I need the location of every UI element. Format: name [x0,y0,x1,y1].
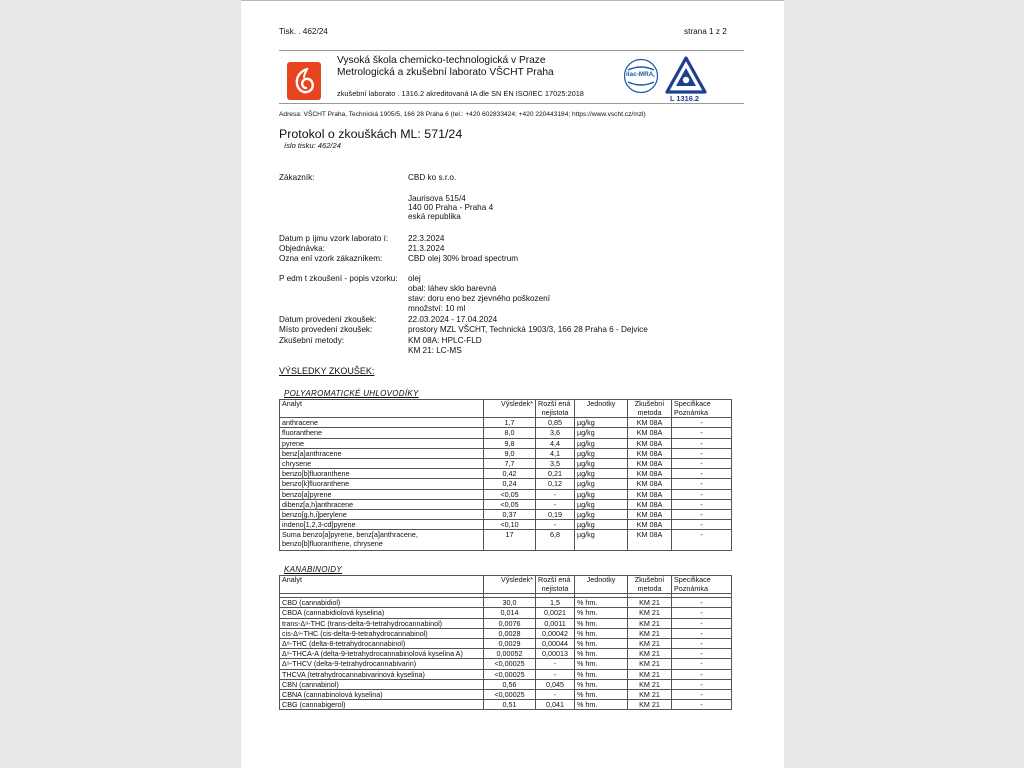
table-row [280,598,732,608]
uncertainty-cell: 3,5 [536,458,575,468]
uncertainty-cell: 0,0021 [536,608,575,618]
spec-cell: - [672,499,732,509]
customer-street: Jaurisova 515/4 [408,194,466,203]
uncertainty-cell: 0,85 [536,418,575,428]
units-cell: % hm. [575,659,628,669]
uncertainty-cell: 0,045 [536,679,575,689]
table-row [280,438,732,448]
uncertainty-cell: 0,21 [536,469,575,479]
units-cell: µg/kg [575,428,628,438]
result-cell: 8,0 [484,428,536,438]
analyte-cell: benz[a]anthracene [280,448,484,458]
analyte-cell: benzo[k]fluoranthene [280,479,484,489]
table-row [280,649,732,659]
units-cell: % hm. [575,689,628,699]
spec-label-2: Poznámka [674,407,708,417]
units-cell: % hm. [575,700,628,710]
units-cell: µg/kg [575,418,628,428]
result-cell: <0,00025 [484,689,536,699]
col-header-analyte: Analyt [280,576,484,594]
method-cell: KM 21 [628,608,672,618]
field-value: 21.3.2024 [408,244,445,253]
spec-cell: - [672,509,732,519]
units-cell: % hm. [575,628,628,638]
col-header-spec [672,576,732,594]
method-cell: KM 21 [628,679,672,689]
method-cell: KM 08A [628,428,672,438]
table-row [280,628,732,638]
result-cell: 30,0 [484,598,536,608]
print-number: Tisk. . 462/24 [279,27,328,36]
method-cell: KM 08A [628,509,672,519]
cannabinoid-section-title: KANABINOIDY [284,565,342,574]
analyte-cell: CBDA (cannabidiolová kyselina) [280,608,484,618]
units-cell: µg/kg [575,520,628,530]
spec-label-1: Specifikace [674,399,711,408]
result-cell: 0,014 [484,608,536,618]
spec-cell: - [672,458,732,468]
uncertainty-cell: 0,041 [536,700,575,710]
method-cell: KM 08A [628,479,672,489]
spec-cell: - [672,520,732,530]
result-cell: 0,00052 [484,649,536,659]
method-label-2: metoda [637,407,662,417]
spec-cell: - [672,598,732,608]
analyte-cell: Δ⁹-THCV (delta-9-tetrahydrocannabivarin) [280,659,484,669]
pah-table-body [280,418,732,551]
customer-city: 140 00 Praha - Praha 4 [408,203,494,212]
analyte-cell: benzo[g,h,i]perylene [280,509,484,519]
spec-cell: - [672,608,732,618]
units-cell: µg/kg [575,479,628,489]
table-row [280,520,732,530]
ilac-mra-logo-icon [623,58,659,94]
units-cell: µg/kg [575,530,628,551]
table-row [280,659,732,669]
table-row [280,638,732,648]
result-cell: 0,0029 [484,638,536,648]
document-page [241,0,784,768]
method-cell: KM 08A [628,448,672,458]
subject-label: P edm t zkoušení - popis vzorku: [279,274,398,283]
spec-cell: - [672,679,732,689]
table-row [280,418,732,428]
uncertainty-cell: - [536,659,575,669]
result-cell: <0,05 [484,499,536,509]
method-cell: KM 21 [628,598,672,608]
units-cell: % hm. [575,649,628,659]
result-cell: 1,7 [484,418,536,428]
uncertainty-label-1: Rozší ená [538,575,571,584]
method-cell: KM 08A [628,469,672,479]
spec-cell: - [672,669,732,679]
units-cell: µg/kg [575,458,628,468]
results-heading: VÝSLEDKY ZKOUŠEK: [279,366,375,376]
field-label: Objednávka: [279,244,325,253]
method-cell: KM 08A [628,499,672,509]
units-cell: % hm. [575,598,628,608]
col-header-uncertainty [536,400,575,418]
vscht-logo-icon [287,62,321,100]
spec-cell: - [672,428,732,438]
method-cell: KM 21 [628,669,672,679]
uncertainty-cell: - [536,669,575,679]
analyte-cell: indeno[1,2,3-cd]pyrene [280,520,484,530]
method-label-2: metoda [637,583,662,593]
col-header-result: Výsledek* [484,576,536,594]
spec-cell: - [672,438,732,448]
lab-address: Adresa: VŠCHT Praha, Technická 1905/5, 166 28 Praha 6 (tel.: +420 602833424; +420 220443184; https://www.vscht.cz/mzl) [279,111,646,118]
field-value: prostory MZL VŠCHT, Technická 1903/3, 166 28 Praha 6 - Dejvice [408,325,648,334]
accreditation-text: zkušební laborato . 1316.2 akreditovaná IA dle SN EN ISO/IEC 17025:2018 [337,89,584,98]
field-label: Datum provedení zkoušek: [279,315,377,324]
ilac-label: ilac-MRA [626,71,654,78]
uncertainty-cell: 0,00042 [536,628,575,638]
field-value: CBD olej 30% broad spectrum [408,254,519,263]
spec-cell: - [672,638,732,648]
method-cell: KM 08A [628,458,672,468]
analyte-cell: fluoranthene [280,428,484,438]
spec-cell: - [672,700,732,710]
method-cell: KM 21 [628,638,672,648]
col-header-method [628,576,672,594]
uncertainty-cell: 0,00044 [536,638,575,648]
result-cell: <0,05 [484,489,536,499]
header-rule-top [279,50,744,51]
sum-label-line-1: Suma benzo[a]pyrene, benz[a]anthracene, [282,530,418,540]
table-row [280,689,732,699]
analyte-cell: pyrene [280,438,484,448]
result-cell: <0,00025 [484,669,536,679]
table-row [280,499,732,509]
method-cell: KM 21 [628,628,672,638]
col-header-method [628,400,672,418]
spec-label-1: Specifikace [674,575,711,584]
result-cell: 9,0 [484,448,536,458]
col-header-spec [672,400,732,418]
print-number-subtitle: íslo tisku: 462/24 [284,141,341,150]
field-value: 22.3.2024 [408,234,445,243]
table-row [280,479,732,489]
spec-cell: - [672,530,732,551]
method-cell: KM 21 [628,689,672,699]
analyte-cell: chrysene [280,458,484,468]
uncertainty-cell: 1,5 [536,598,575,608]
analyte-cell: CBN (cannabinol) [280,679,484,689]
result-cell: 9,8 [484,438,536,448]
units-cell: µg/kg [575,509,628,519]
uncertainty-label-2: nejistota [541,583,569,593]
analyte-cell: CBD (cannabidiol) [280,598,484,608]
table-row [280,669,732,679]
uncertainty-cell: 4,1 [536,448,575,458]
spec-cell: - [672,418,732,428]
method-cell: KM 21 [628,659,672,669]
result-cell: 0,56 [484,679,536,689]
col-header-uncertainty [536,576,575,594]
method-label-1: Zkušební [634,575,665,584]
method-cell: KM 08A [628,530,672,551]
result-cell: 0,0028 [484,628,536,638]
table-row [280,700,732,710]
subject-line: stav: doru eno bez zjevného poškození [408,294,551,303]
cai-label: L 1316.2 [670,94,700,103]
uncertainty-cell: - [536,489,575,499]
result-cell: 7,7 [484,458,536,468]
analyte-cell: Δ⁹-THCA-A (delta-9-tetrahydrocannabinolová kyselina A) [280,649,484,659]
units-cell: % hm. [575,679,628,689]
result-cell: <0,10 [484,520,536,530]
sum-label-line-2: benzo[b]fluoranthene, chrysene [282,539,383,549]
table-row [280,679,732,689]
col-header-analyte: Analyt [280,400,484,418]
method-cell: KM 08A [628,489,672,499]
table-row [280,428,732,438]
uncertainty-cell: - [536,499,575,509]
method-cell: KM 08A [628,418,672,428]
analyte-cell: CBNA (cannabinolová kyselina) [280,689,484,699]
uncertainty-cell: 3,6 [536,428,575,438]
subject-line: olej [408,274,421,283]
col-header-result: Výsledek* [484,400,536,418]
customer-country: eská republika [408,212,461,221]
subject-line: množství: 10 ml [408,304,466,313]
method-cell: KM 08A [628,438,672,448]
subject-line: obal: láhev sklo barevná [408,284,497,293]
uncertainty-label-2: nejistota [541,407,569,417]
result-cell: 0,24 [484,479,536,489]
method-cell: KM 21 [628,618,672,628]
field-label: Datum p íjmu vzork laborato í: [279,234,389,243]
table-header-row [280,576,732,594]
field-label: Zkušební metody: [279,336,345,345]
table-row [280,489,732,499]
result-cell: <0,00025 [484,659,536,669]
page-top-border [241,0,784,1]
pah-results-table [279,399,732,551]
result-cell: 0,42 [484,469,536,479]
spec-cell: - [672,489,732,499]
units-cell: µg/kg [575,499,628,509]
laboratory-name: Metrologická a zkušební laborato VŠCHT Praha [337,67,554,78]
uncertainty-cell: 0,0011 [536,618,575,628]
units-cell: µg/kg [575,448,628,458]
units-cell: µg/kg [575,469,628,479]
method-cell: KM 21 [628,700,672,710]
uncertainty-cell: 0,19 [536,509,575,519]
table-row [280,469,732,479]
units-cell: % hm. [575,608,628,618]
table-header-row [280,400,732,418]
method-cell: KM 08A [628,520,672,530]
analyte-cell: CBG (cannabigerol) [280,700,484,710]
method-label-1: Zkušební [634,399,665,408]
result-cell: 0,0076 [484,618,536,628]
customer-label: Zákazník: [279,173,315,182]
units-cell: µg/kg [575,489,628,499]
col-header-units: Jednotky [575,576,628,594]
uncertainty-cell: - [536,520,575,530]
result-cell: 0,37 [484,509,536,519]
header-rule-bottom [279,103,744,104]
analyte-cell: anthracene [280,418,484,428]
analyte-cell: cis-Δ⁹-THC (cis-delta-9-tetrahydrocannabinol) [280,628,484,638]
table-row [280,448,732,458]
customer-name: CBD ko s.r.o. [408,173,457,182]
institution-name: Vysoká škola chemicko-technologická v Praze [337,55,546,66]
analyte-cell: Δ⁸-THC (delta-8-tetrahydrocannabinol) [280,638,484,648]
uncertainty-cell: 0,12 [536,479,575,489]
spec-cell: - [672,448,732,458]
units-cell: % hm. [575,669,628,679]
pah-section-title: POLYAROMATICKÉ UHLOVODÍKY [284,389,419,398]
spec-cell: - [672,479,732,489]
spec-cell: - [672,469,732,479]
result-cell: 0,51 [484,700,536,710]
method-cell: KM 21 [628,649,672,659]
page-counter: strana 1 z 2 [684,27,727,36]
table-row [280,458,732,468]
analyte-cell: benzo[a]pyrene [280,489,484,499]
analyte-cell: THCVA (tetrahydrocannabivarinová kyselina) [280,669,484,679]
analyte-cell: trans-Δ⁹-THC (trans-delta-9-tetrahydrocannabinol) [280,618,484,628]
uncertainty-cell: 4,4 [536,438,575,448]
sum-analyte-cell [280,530,484,551]
table-row [280,608,732,618]
uncertainty-cell: 0,00013 [536,649,575,659]
field-value: KM 08A: HPLC-FLD [408,336,482,345]
col-header-units: Jednotky [575,400,628,418]
cannabinoid-results-table [279,575,732,710]
sum-row [280,530,732,551]
spec-cell: - [672,659,732,669]
field-label: Ozna ení vzork zákazníkem: [279,254,383,263]
spec-cell: - [672,618,732,628]
cai-accreditation-logo-icon [665,56,707,104]
uncertainty-label-1: Rozší ená [538,399,571,408]
uncertainty-cell: 6,8 [536,530,575,551]
result-cell: 17 [484,530,536,551]
field-value: 22.03.2024 - 17.04.2024 [408,315,498,324]
spec-label-2: Poznámka [674,583,708,593]
protocol-title: Protokol o zkouškách ML: 571/24 [279,127,463,141]
cannabinoid-table-body [280,598,732,710]
table-row [280,509,732,519]
field-label: Místo provedení zkoušek: [279,325,373,334]
spec-cell: - [672,628,732,638]
spec-cell: - [672,649,732,659]
analyte-cell: dibenz[a,h]anthracene [280,499,484,509]
table-row [280,618,732,628]
field-value: KM 21: LC-MS [408,346,462,355]
spec-cell: - [672,689,732,699]
units-cell: µg/kg [575,438,628,448]
units-cell: % hm. [575,618,628,628]
analyte-cell: benzo[b]fluoranthene [280,469,484,479]
uncertainty-cell: - [536,689,575,699]
units-cell: % hm. [575,638,628,648]
